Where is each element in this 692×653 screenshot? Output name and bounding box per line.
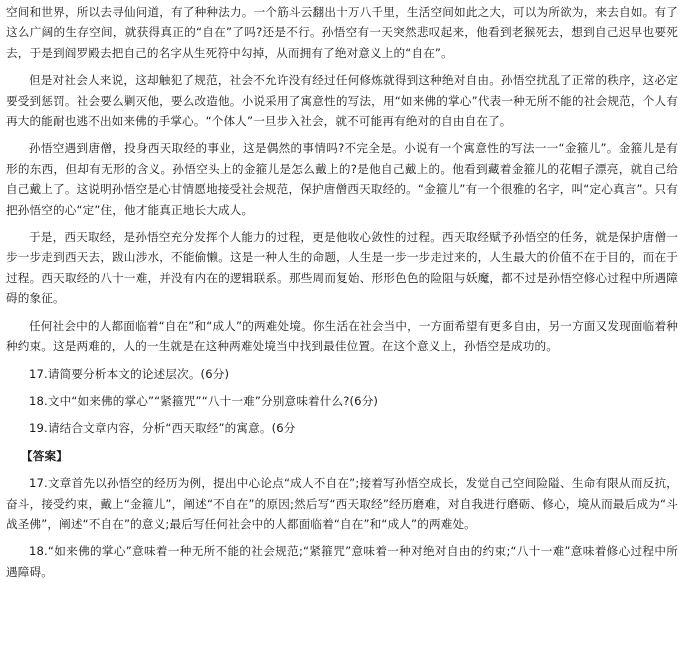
paragraph-1: 空间和世界，所以去寻仙问道，有了种种法力。一个筋斗云翻出十万八千里，生活空间如此之大，可以为所欲为，来去自如。有了这么广阔的生存空间，就获得真正的“自在”了吗?还是不行。孙悟空有一天突然悲叹起来，他看到老猴死去，想到自己迟早也要死去，于是到阎罗殿去把自己的名字从生死符中勾掉，从而拥有了绝对意义上的“自在”。 [6,5,678,60]
document-body [6,2,678,589]
answer-17: 17.文章首先以孙悟空的经历为例，提出中心论点“成人不自在”;接着写孙悟空成长，发觉自己空间险隘、生命有限从而反抗，奋斗，接受约束，戴上“金箍儿”，阐述“不自在”的原因;然后写“西天取经”经历磨难，对自我进行磨砺、修心，境从而最后成为“斗战圣佛”，阐述“不自在”的意义;最后写任何社会中的人都面临着“自在”和“成人”的两难处。 [6,476,678,531]
paragraph-2: 但是对社会人来说，这却触犯了规范，社会不允许没有经过任何修炼就得到这种绝对自由。孙悟空扰乱了正常的秩序，这必定要受到惩罚。社会要么剿灭他，要么改造他。小说采用了寓意性的写法，用“如来佛的掌心”代表一种无所不能的社会规范，个人有再大的能耐也逃不出如来佛的手掌心。“个体人”一旦步入社会，就不可能再有绝对的自由自在了。 [6,73,678,129]
question-17: 17.请简要分析本文的论述层次。(6分) [29,366,230,381]
paragraph-3: 孙悟空遇到唐僧，投身西天取经的事业，这是偶然的事情吗?不完全是。小说有一个寓意性的写法一一“金箍儿”。金箍儿是有形的东西，但却有无形的含义。孙悟空头上的金箍儿是怎么戴上的?是他自己戴上的。他看到藏着金箍儿的花帽子漂亮，就自己给自己戴上了。这说明孙悟空是心甘情愿地接受社会规范，保护唐僧西天取经的。“金箍儿”有一个很雅的名字，叫“定心真言”。只有把孙悟空的心“定”住，他才能真正地长大成人。 [6,141,678,217]
answer-heading: 【答案】 [21,448,68,463]
answer-18: 18.“如来佛的掌心”意味着一种无所不能的社会规范;“紧箍咒”意味着一种对绝对自由的约束;“八十一难”意味着修心过程中所遇障碍。 [6,544,678,579]
paragraph-4: 于是，西天取经，是孙悟空充分发挥个人能力的过程，更是他收心敛性的过程。西天取经赋予孙悟空的任务，就是保护唐僧一步一步走到西天去，跋山涉水，不能偷懒。这是一种人生的命题，人生是一步一步走过来的，人生最大的价值不在于目的，而在于过程。西天取经的八十一难，并没有内在的逻辑联系。那些周而复始、形形色色的险阻与妖魔，都不过是孙悟空修心过程中所遇障碍的象征。 [6,230,678,306]
question-19: 19.请结合文章内容，分析“西天取经”的寓意。(6分 [29,421,296,436]
paragraph-5: 任何社会中的人都面临着“自在”和“成人”的两难处境。你生活在社会当中，一方面希望有更多自由，另一方面又发现面临着种种约束。这是两难的，人的一生就是在这种两难处境当中找到最佳位置。在这个意义上，孙悟空是成功的。 [6,318,678,354]
question-18: 18.文中“如来佛的掌心”“紧箍咒”“八十一难”分别意味着什么?(6分) [29,393,379,408]
